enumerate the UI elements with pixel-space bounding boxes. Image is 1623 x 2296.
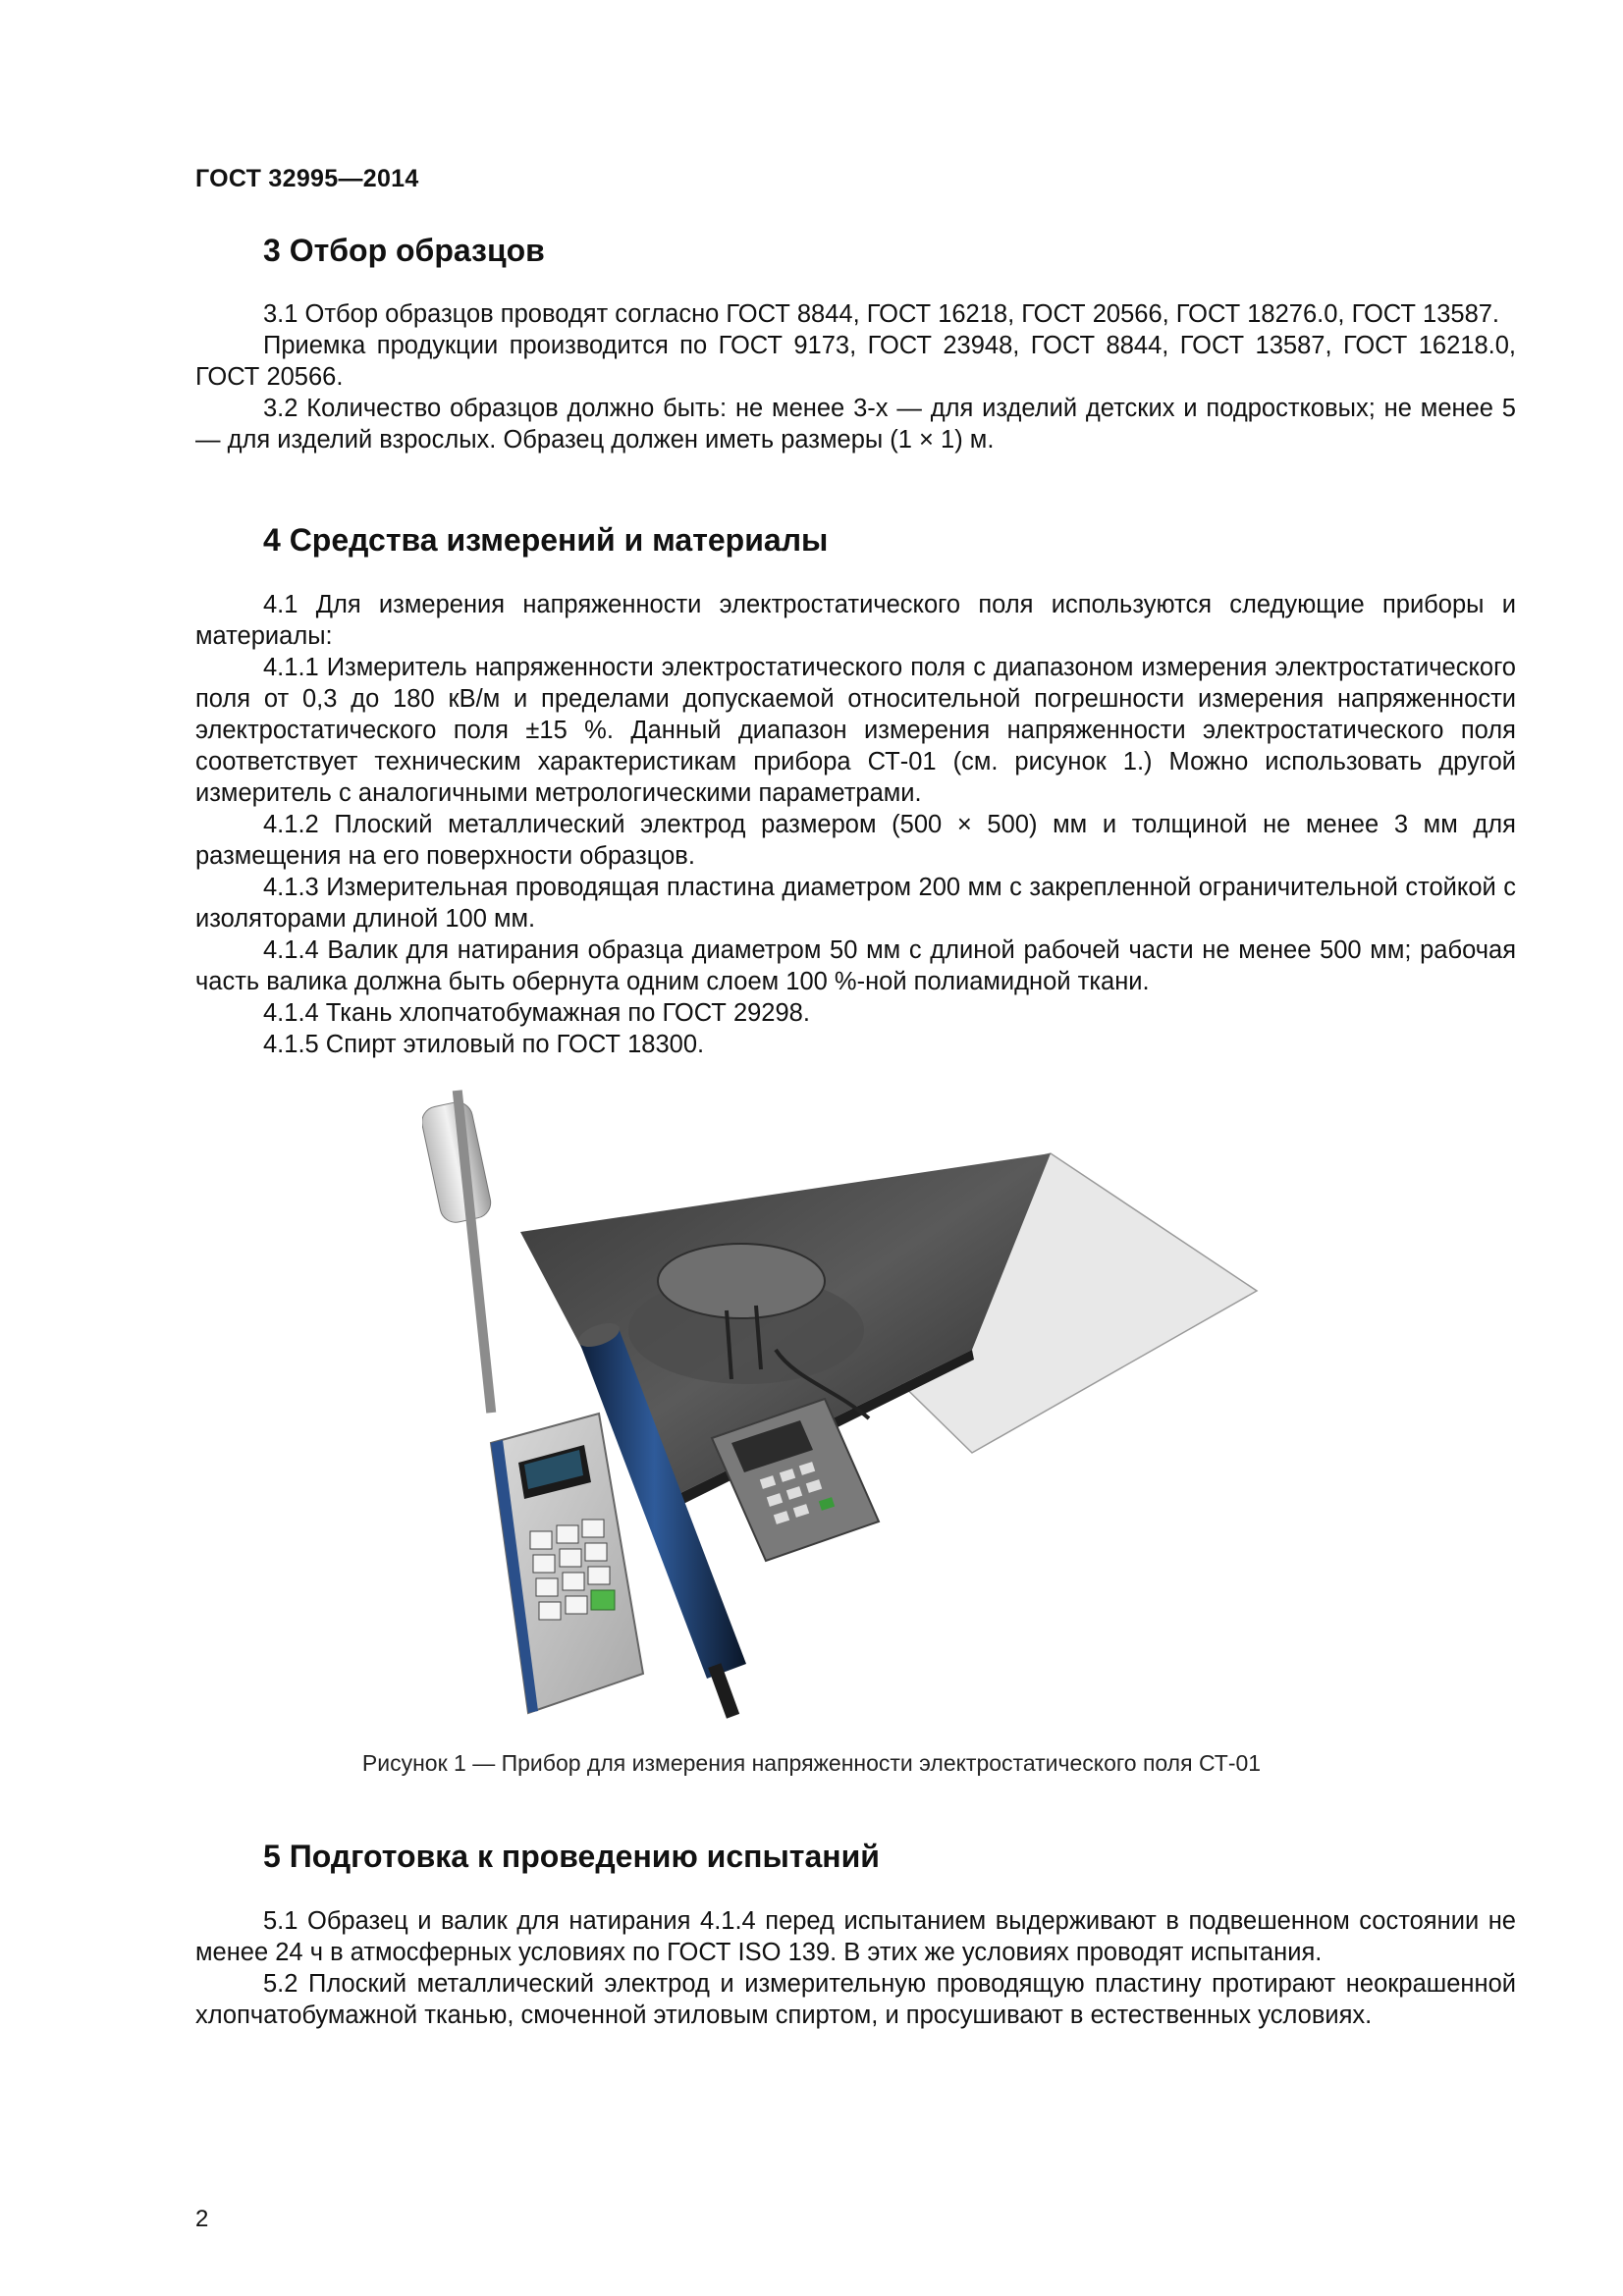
section-5-title: 5 Подготовка к проведению испытаний — [263, 1839, 880, 1874]
figure-1-device-photo — [422, 1085, 1286, 1733]
section-3-title: 3 Отбор образцов — [263, 233, 545, 268]
paragraph-4-1-3: 4.1.3 Измерительная проводящая пластина диаметром 200 мм с закрепленной ограничительной стойкой с изоляторами длиной 100 мм. — [195, 874, 1516, 933]
paragraph-4-1-4-fabric: 4.1.4 Ткань хлопчатобумажная по ГОСТ 29298. — [263, 999, 810, 1027]
section-4-title: 4 Средства измерений и материалы — [263, 522, 829, 558]
section-5-body — [195, 1905, 1516, 2031]
paragraph-4-1: 4.1 Для измерения напряженности электростатического поля используются следующие приборы и материалы: — [195, 591, 1516, 650]
page-number: 2 — [195, 2206, 209, 2232]
paragraph-4-1-4-roller: 4.1.4 Валик для натирания образца диаметром 50 мм с длиной рабочей части не менее 500 мм; рабочая часть валика должна быть обернута одним слоем 100 %-ной полиамидной ткани. — [195, 936, 1516, 995]
paragraph-4-1-5: 4.1.5 Спирт этиловый по ГОСТ 18300. — [263, 1031, 705, 1058]
paragraph-3-1: 3.1 Отбор образцов проводят согласно ГОСТ 8844, ГОСТ 16218, ГОСТ 20566, ГОСТ 18276.0, ГОСТ 13587. — [263, 300, 1500, 328]
paragraph-4-1-2: 4.1.2 Плоский металлический электрод размером (500 × 500) мм и толщиной не менее 3 мм для размещения на его поверхности образцов. — [195, 811, 1516, 870]
paragraph-4-1-1: 4.1.1 Измеритель напряженности электростатического поля с диапазоном измерения электростатического поля от 0,3 до 180 кВ/м и пределами допускаемой относительной погрешности измерения напряженности электростатического поля ±15 %. Данный диапазон измерения напряженности электростатического поля соответствует техническим характеристикам прибора СТ-01 (см. рисунок 1.) Можно использовать другой измеритель с аналогичными метрологическими параметрами. — [195, 654, 1516, 807]
figure-1-caption: Рисунок 1 — Прибор для измерения напряженности электростатического поля СТ-01 — [361, 1750, 1262, 1776]
paragraph-3-2: 3.2 Количество образцов должно быть: не менее 3-х — для изделий детских и подростковых; не менее 5 — для изделий взрослых. Образец должен иметь размеры (1 × 1) м. — [195, 395, 1516, 454]
paragraph-acceptance: Приемка продукции производится по ГОСТ 9173, ГОСТ 23948, ГОСТ 8844, ГОСТ 13587, ГОСТ 16218.0, ГОСТ 20566. — [195, 332, 1516, 391]
paragraph-5-1: 5.1 Образец и валик для натирания 4.1.4 перед испытанием выдерживают в подвешенном состоянии не менее 24 ч в атмосферных условиях по ГОСТ ISO 139. В этих же условиях проводят испытания. — [195, 1907, 1516, 1966]
paragraph-5-2: 5.2 Плоский металлический электрод и измерительную проводящую пластину протирают неокрашенной хлопчатобумажной тканью, смоченной этиловым спиртом, и просушивают в естественных условиях. — [195, 1970, 1516, 2029]
document-code: ГОСТ 32995—2014 — [195, 165, 419, 192]
section-4-body — [195, 589, 1516, 1060]
section-3-body — [195, 298, 1516, 455]
